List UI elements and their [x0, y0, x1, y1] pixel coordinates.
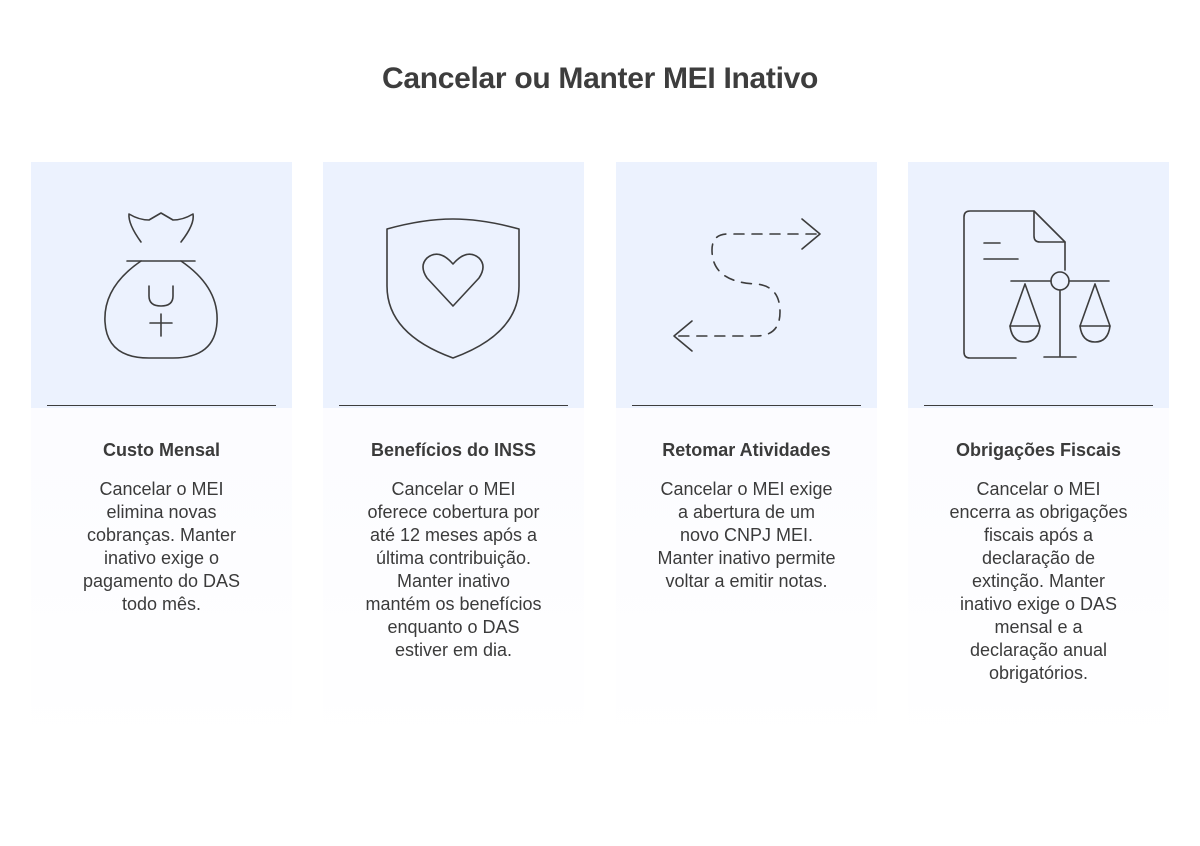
divider — [924, 405, 1153, 406]
comparison-cards — [0, 162, 1200, 762]
card-obrigacoes-fiscais — [908, 162, 1169, 748]
divider — [47, 405, 276, 406]
money-bag-icon — [31, 162, 292, 408]
card-custo-mensal — [31, 162, 292, 748]
card-description: Cancelar o MEI encerra as obrigações fiscais após a declaração de extinção. Manter inativo exige o DAS mensal e a declaração anual obrigatórios. — [949, 479, 1128, 683]
card-heading: Retomar Atividades — [662, 440, 831, 460]
card-beneficios-inss — [323, 162, 584, 748]
shield-heart-icon — [323, 162, 584, 408]
divider — [339, 405, 568, 406]
card-description: Cancelar o MEI elimina novas cobranças. Manter inativo exige o pagamento do DAS todo mês. — [82, 479, 241, 614]
card-retomar-atividades — [616, 162, 877, 748]
page-title: Cancelar ou Manter MEI Inativo — [381, 62, 819, 95]
card-heading: Custo Mensal — [102, 440, 221, 460]
card-heading: Obrigações Fiscais — [955, 440, 1122, 460]
winding-arrows-icon — [616, 162, 877, 408]
card-description: Cancelar o MEI exige a abertura de um novo CNPJ MEI. Manter inativo permite voltar a emitir notas. — [657, 479, 836, 591]
document-scales-icon — [908, 162, 1169, 408]
divider — [632, 405, 861, 406]
card-description: Cancelar o MEI oferece cobertura por até 12 meses após a última contribuição. Manter inativo mantém os benefícios enquanto o DAS estiver em dia. — [365, 479, 542, 660]
card-heading: Benefícios do INSS — [370, 440, 537, 460]
